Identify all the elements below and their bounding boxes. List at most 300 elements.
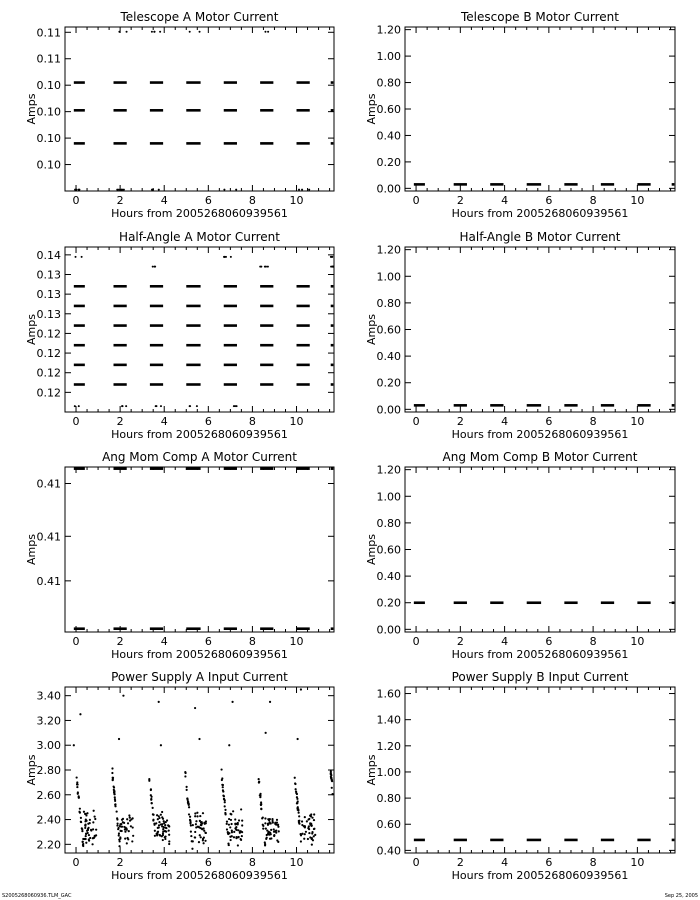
data-point <box>186 789 188 791</box>
x-tick-label: 2 <box>456 194 464 207</box>
data-point <box>298 189 300 191</box>
data-point <box>195 823 197 825</box>
y-tick-label: 0.10 <box>36 132 61 146</box>
y-axis-label: Amps <box>365 754 378 786</box>
data-point <box>154 31 156 33</box>
outlier-point <box>118 738 120 740</box>
footer-date: Sep 25, 2005 <box>664 893 698 899</box>
x-tick-label: 0 <box>72 415 80 428</box>
data-point <box>85 835 87 837</box>
data-point <box>118 834 120 836</box>
plot-frame <box>405 467 675 632</box>
data-point <box>267 833 269 835</box>
data-point <box>300 840 302 842</box>
data-point <box>277 841 279 843</box>
data-point <box>195 820 197 822</box>
chart-title: Telescope B Motor Current <box>460 10 620 24</box>
x-tick-label: 8 <box>248 194 256 207</box>
data-point <box>161 811 163 813</box>
data-point <box>202 812 204 814</box>
data-point <box>118 845 120 847</box>
data-point <box>87 832 89 834</box>
data-point <box>121 189 123 191</box>
data-point <box>116 817 118 819</box>
data-point <box>192 824 194 826</box>
data-point <box>230 256 232 258</box>
data-point <box>228 824 230 826</box>
data-point <box>155 405 157 407</box>
data-point <box>190 824 192 826</box>
y-tick-label: 0.00 <box>376 403 401 417</box>
data-point <box>271 818 273 820</box>
outlier-point <box>228 744 230 746</box>
x-tick-label: 2 <box>456 415 464 428</box>
data-point <box>76 781 78 783</box>
data-point <box>241 819 243 821</box>
data-point <box>126 842 128 844</box>
x-tick-label: 6 <box>204 415 212 428</box>
data-point <box>160 814 162 816</box>
data-point <box>165 827 167 829</box>
x-tick-label: 0 <box>72 635 80 648</box>
data-point <box>199 815 201 817</box>
data-point <box>114 805 116 807</box>
data-point <box>84 827 86 829</box>
data-point <box>157 831 159 833</box>
x-tick-label: 8 <box>248 635 256 648</box>
y-axis-label: Amps <box>25 314 38 345</box>
y-tick-label: 0.12 <box>36 366 61 380</box>
data-point <box>188 813 190 815</box>
data-point <box>190 830 192 832</box>
plot-frame <box>65 27 334 191</box>
data-point <box>278 830 280 832</box>
outlier-point <box>265 732 267 734</box>
chart-panel <box>25 10 334 220</box>
data-point <box>154 835 156 837</box>
x-tick-label: 2 <box>116 856 124 869</box>
y-tick-label: 0.80 <box>376 516 401 530</box>
data-point <box>231 823 233 825</box>
data-point <box>162 839 164 841</box>
data-point <box>151 802 153 804</box>
data-point <box>84 825 86 827</box>
y-tick-label: 0.60 <box>376 543 401 557</box>
chart-panel <box>25 670 334 882</box>
data-point <box>332 266 334 268</box>
data-point <box>308 832 310 834</box>
x-tick-label: 8 <box>589 415 597 428</box>
data-point <box>162 828 164 830</box>
x-tick-label: 2 <box>456 856 464 869</box>
y-tick-label: 0.80 <box>376 792 401 806</box>
x-tick-label: 0 <box>412 856 420 869</box>
y-tick-label: 0.12 <box>36 347 61 361</box>
data-point <box>111 767 113 769</box>
data-point <box>159 31 161 33</box>
data-point <box>156 833 158 835</box>
data-point <box>203 836 205 838</box>
footer-filename: S2005268060936.TLM_GAC <box>2 893 72 899</box>
data-point <box>150 799 152 801</box>
chart-panel <box>365 450 675 661</box>
x-axis-label: Hours from 2005268060939561 <box>451 428 629 441</box>
data-series <box>74 256 335 407</box>
data-point <box>76 776 78 778</box>
data-point <box>154 830 156 832</box>
data-point <box>168 834 170 836</box>
data-point <box>234 823 236 825</box>
data-point <box>196 815 198 817</box>
data-series <box>74 31 334 191</box>
data-point <box>304 833 306 835</box>
data-point <box>190 835 192 837</box>
data-point <box>132 826 134 828</box>
data-point <box>195 826 197 828</box>
data-point <box>201 821 203 823</box>
data-point <box>200 836 202 838</box>
data-point <box>308 189 310 191</box>
data-point <box>199 31 201 33</box>
data-point <box>117 828 119 830</box>
data-point <box>122 818 124 820</box>
data-point <box>93 810 95 812</box>
data-point <box>229 813 231 815</box>
data-point <box>224 801 226 803</box>
data-point <box>78 405 80 407</box>
data-point <box>295 791 297 793</box>
data-point <box>277 824 279 826</box>
outlier-point <box>160 744 162 746</box>
data-point <box>151 189 153 191</box>
x-tick-label: 8 <box>248 856 256 869</box>
y-axis-label: Amps <box>25 534 38 565</box>
data-point <box>270 833 272 835</box>
y-tick-label: 1.00 <box>376 50 401 64</box>
data-point <box>298 823 300 825</box>
data-point <box>237 829 239 831</box>
data-point <box>226 823 228 825</box>
data-point <box>232 810 234 812</box>
data-point <box>87 828 89 830</box>
data-point <box>158 824 160 826</box>
data-point <box>153 823 155 825</box>
data-point <box>271 820 273 822</box>
data-point <box>127 822 129 824</box>
x-tick-label: 6 <box>545 194 553 207</box>
data-point <box>313 813 315 815</box>
data-point <box>129 819 131 821</box>
data-point <box>233 836 235 838</box>
data-point <box>241 824 243 826</box>
x-tick-label: 10 <box>289 635 304 648</box>
data-point <box>265 266 267 268</box>
data-point <box>113 793 115 795</box>
data-point <box>238 819 240 821</box>
data-point <box>194 812 196 814</box>
data-point <box>150 796 152 798</box>
data-point <box>188 806 190 808</box>
x-tick-label: 2 <box>456 635 464 648</box>
y-tick-label: 3.00 <box>36 739 61 753</box>
data-point <box>92 828 94 830</box>
chart-panel <box>25 230 334 441</box>
y-tick-label: 0.11 <box>36 52 61 66</box>
x-tick-label: 8 <box>589 635 597 648</box>
data-point <box>311 831 313 833</box>
data-point <box>264 822 266 824</box>
y-axis-label: Amps <box>25 754 38 786</box>
data-point <box>331 256 333 258</box>
data-point <box>113 786 115 788</box>
y-tick-label: 0.10 <box>36 105 61 119</box>
data-point <box>258 778 260 780</box>
x-axis-label: Hours from 2005268060939561 <box>451 648 629 661</box>
data-point <box>223 795 225 797</box>
y-tick-label: 0.41 <box>36 477 61 491</box>
data-point <box>189 31 191 33</box>
data-point <box>268 819 270 821</box>
y-tick-label: 2.40 <box>36 813 61 827</box>
y-tick-label: 0.41 <box>36 574 61 588</box>
data-point <box>301 189 303 191</box>
data-point <box>81 256 83 258</box>
plot-frame <box>405 247 675 412</box>
data-point <box>265 838 267 840</box>
data-point <box>203 842 205 844</box>
y-tick-label: 0.40 <box>376 844 401 858</box>
y-tick-label: 0.14 <box>36 248 61 262</box>
x-tick-label: 2 <box>116 194 124 207</box>
data-point <box>159 834 161 836</box>
data-point <box>307 838 309 840</box>
chart-title: Power Supply A Input Current <box>111 670 288 684</box>
data-point <box>301 820 303 822</box>
data-point <box>163 820 165 822</box>
data-point <box>81 828 83 830</box>
data-point <box>201 828 203 830</box>
y-tick-label: 0.10 <box>36 79 61 93</box>
data-point <box>187 802 189 804</box>
x-tick-label: 6 <box>545 635 553 648</box>
data-point <box>224 809 226 811</box>
data-point <box>187 799 189 801</box>
chart-panel <box>365 230 675 441</box>
data-point <box>130 825 132 827</box>
chart-title: Ang Mom Comp B Motor Current <box>442 450 638 464</box>
y-tick-label: 0.11 <box>36 26 61 40</box>
data-point <box>168 830 170 832</box>
y-tick-label: 0.00 <box>376 182 401 196</box>
data-point <box>240 808 242 810</box>
y-tick-label: 1.40 <box>376 713 401 727</box>
y-tick-label: 1.00 <box>376 270 401 284</box>
outlier-point <box>297 738 299 740</box>
data-point <box>126 31 128 33</box>
chart-panel <box>365 10 675 220</box>
outlier-point <box>158 701 160 703</box>
data-point <box>152 813 154 815</box>
data-point <box>148 780 150 782</box>
data-point <box>168 843 170 845</box>
data-point <box>260 803 262 805</box>
data-point <box>307 818 309 820</box>
data-point <box>78 796 80 798</box>
y-tick-label: 1.20 <box>376 243 401 257</box>
data-point <box>310 815 312 817</box>
data-point <box>295 788 297 790</box>
x-tick-label: 4 <box>160 856 168 869</box>
data-point <box>189 822 191 824</box>
data-point <box>119 830 121 832</box>
data-point <box>114 800 116 802</box>
data-point <box>237 822 239 824</box>
data-point <box>235 836 237 838</box>
data-point <box>237 836 239 838</box>
data-point <box>221 779 223 781</box>
data-point <box>124 831 126 833</box>
data-point <box>231 829 233 831</box>
data-point <box>275 830 277 832</box>
x-axis-label: Hours from 2005268060939561 <box>111 648 288 661</box>
data-point <box>152 807 154 809</box>
data-point <box>264 31 266 33</box>
data-point <box>198 841 200 843</box>
data-series <box>74 469 334 629</box>
data-point <box>165 831 167 833</box>
x-tick-label: 6 <box>545 856 553 869</box>
data-point <box>205 822 207 824</box>
data-point <box>88 838 90 840</box>
data-point <box>226 828 228 830</box>
data-point <box>220 768 222 770</box>
y-axis-label: Amps <box>365 93 378 125</box>
data-point <box>85 818 87 820</box>
x-axis-label: Hours from 2005268060939561 <box>111 869 288 882</box>
y-tick-label: 0.60 <box>376 323 401 337</box>
data-point <box>82 841 84 843</box>
y-tick-label: 0.40 <box>376 570 401 584</box>
data-point <box>131 840 133 842</box>
y-tick-label: 0.10 <box>36 158 61 172</box>
data-point <box>114 796 116 798</box>
data-point <box>152 819 154 821</box>
data-point <box>204 840 206 842</box>
data-point <box>79 808 81 810</box>
data-point <box>310 813 312 815</box>
data-series <box>73 688 334 849</box>
y-tick-label: 0.12 <box>36 386 61 400</box>
x-tick-label: 8 <box>589 194 597 207</box>
data-point <box>189 820 191 822</box>
data-point <box>94 816 96 818</box>
data-point <box>118 839 120 841</box>
data-point <box>128 814 130 816</box>
data-point <box>196 405 198 407</box>
data-point <box>168 825 170 827</box>
x-tick-label: 2 <box>116 415 124 428</box>
data-point <box>76 783 78 785</box>
data-point <box>260 808 262 810</box>
data-point <box>126 829 128 831</box>
y-tick-label: 3.20 <box>36 714 61 728</box>
data-point <box>228 818 230 820</box>
data-point <box>112 777 114 779</box>
data-point <box>126 837 128 839</box>
data-point <box>296 798 298 800</box>
data-point <box>118 31 120 33</box>
plot-frame <box>405 687 675 853</box>
data-point <box>229 836 231 838</box>
x-tick-label: 6 <box>545 415 553 428</box>
data-point <box>75 256 77 258</box>
data-point <box>264 841 266 843</box>
outlier-point <box>300 688 302 690</box>
data-point <box>223 189 225 191</box>
x-tick-label: 0 <box>412 194 420 207</box>
data-point <box>162 830 164 832</box>
data-point <box>91 843 93 845</box>
chart-title: Ang Mom Comp A Motor Current <box>102 450 297 464</box>
data-point <box>82 838 84 840</box>
x-tick-label: 6 <box>204 856 212 869</box>
x-tick-label: 6 <box>204 194 212 207</box>
data-point <box>264 844 266 846</box>
data-point <box>88 834 90 836</box>
x-tick-label: 8 <box>589 856 597 869</box>
data-point <box>228 832 230 834</box>
y-tick-label: 0.60 <box>376 818 401 832</box>
x-tick-label: 4 <box>501 194 509 207</box>
x-tick-label: 10 <box>289 856 304 869</box>
data-point <box>298 812 300 814</box>
data-point <box>241 835 243 837</box>
data-point <box>276 819 278 821</box>
data-point <box>78 189 80 191</box>
data-point <box>221 784 223 786</box>
data-point <box>191 848 193 850</box>
y-tick-label: 0.20 <box>376 155 401 169</box>
data-point <box>111 772 113 774</box>
data-point <box>296 807 298 809</box>
data-point <box>267 823 269 825</box>
data-point <box>307 827 309 829</box>
data-point <box>152 266 154 268</box>
data-point <box>194 831 196 833</box>
data-point <box>237 844 239 846</box>
plot-frame <box>405 27 675 191</box>
y-tick-label: 2.60 <box>36 788 61 802</box>
data-point <box>204 832 206 834</box>
data-point <box>222 790 224 792</box>
outlier-point <box>79 713 81 715</box>
data-point <box>120 826 122 828</box>
y-tick-label: 0.12 <box>36 327 61 341</box>
data-point <box>80 817 82 819</box>
data-point <box>298 815 300 817</box>
data-point <box>189 816 191 818</box>
data-point <box>330 774 332 776</box>
chart-panel <box>25 450 334 661</box>
data-point <box>166 819 168 821</box>
data-point <box>226 821 228 823</box>
plot-frame <box>65 247 334 412</box>
data-point <box>313 819 315 821</box>
data-point <box>158 189 160 191</box>
x-tick-label: 4 <box>160 194 168 207</box>
data-point <box>126 818 128 820</box>
outlier-point <box>269 701 271 703</box>
